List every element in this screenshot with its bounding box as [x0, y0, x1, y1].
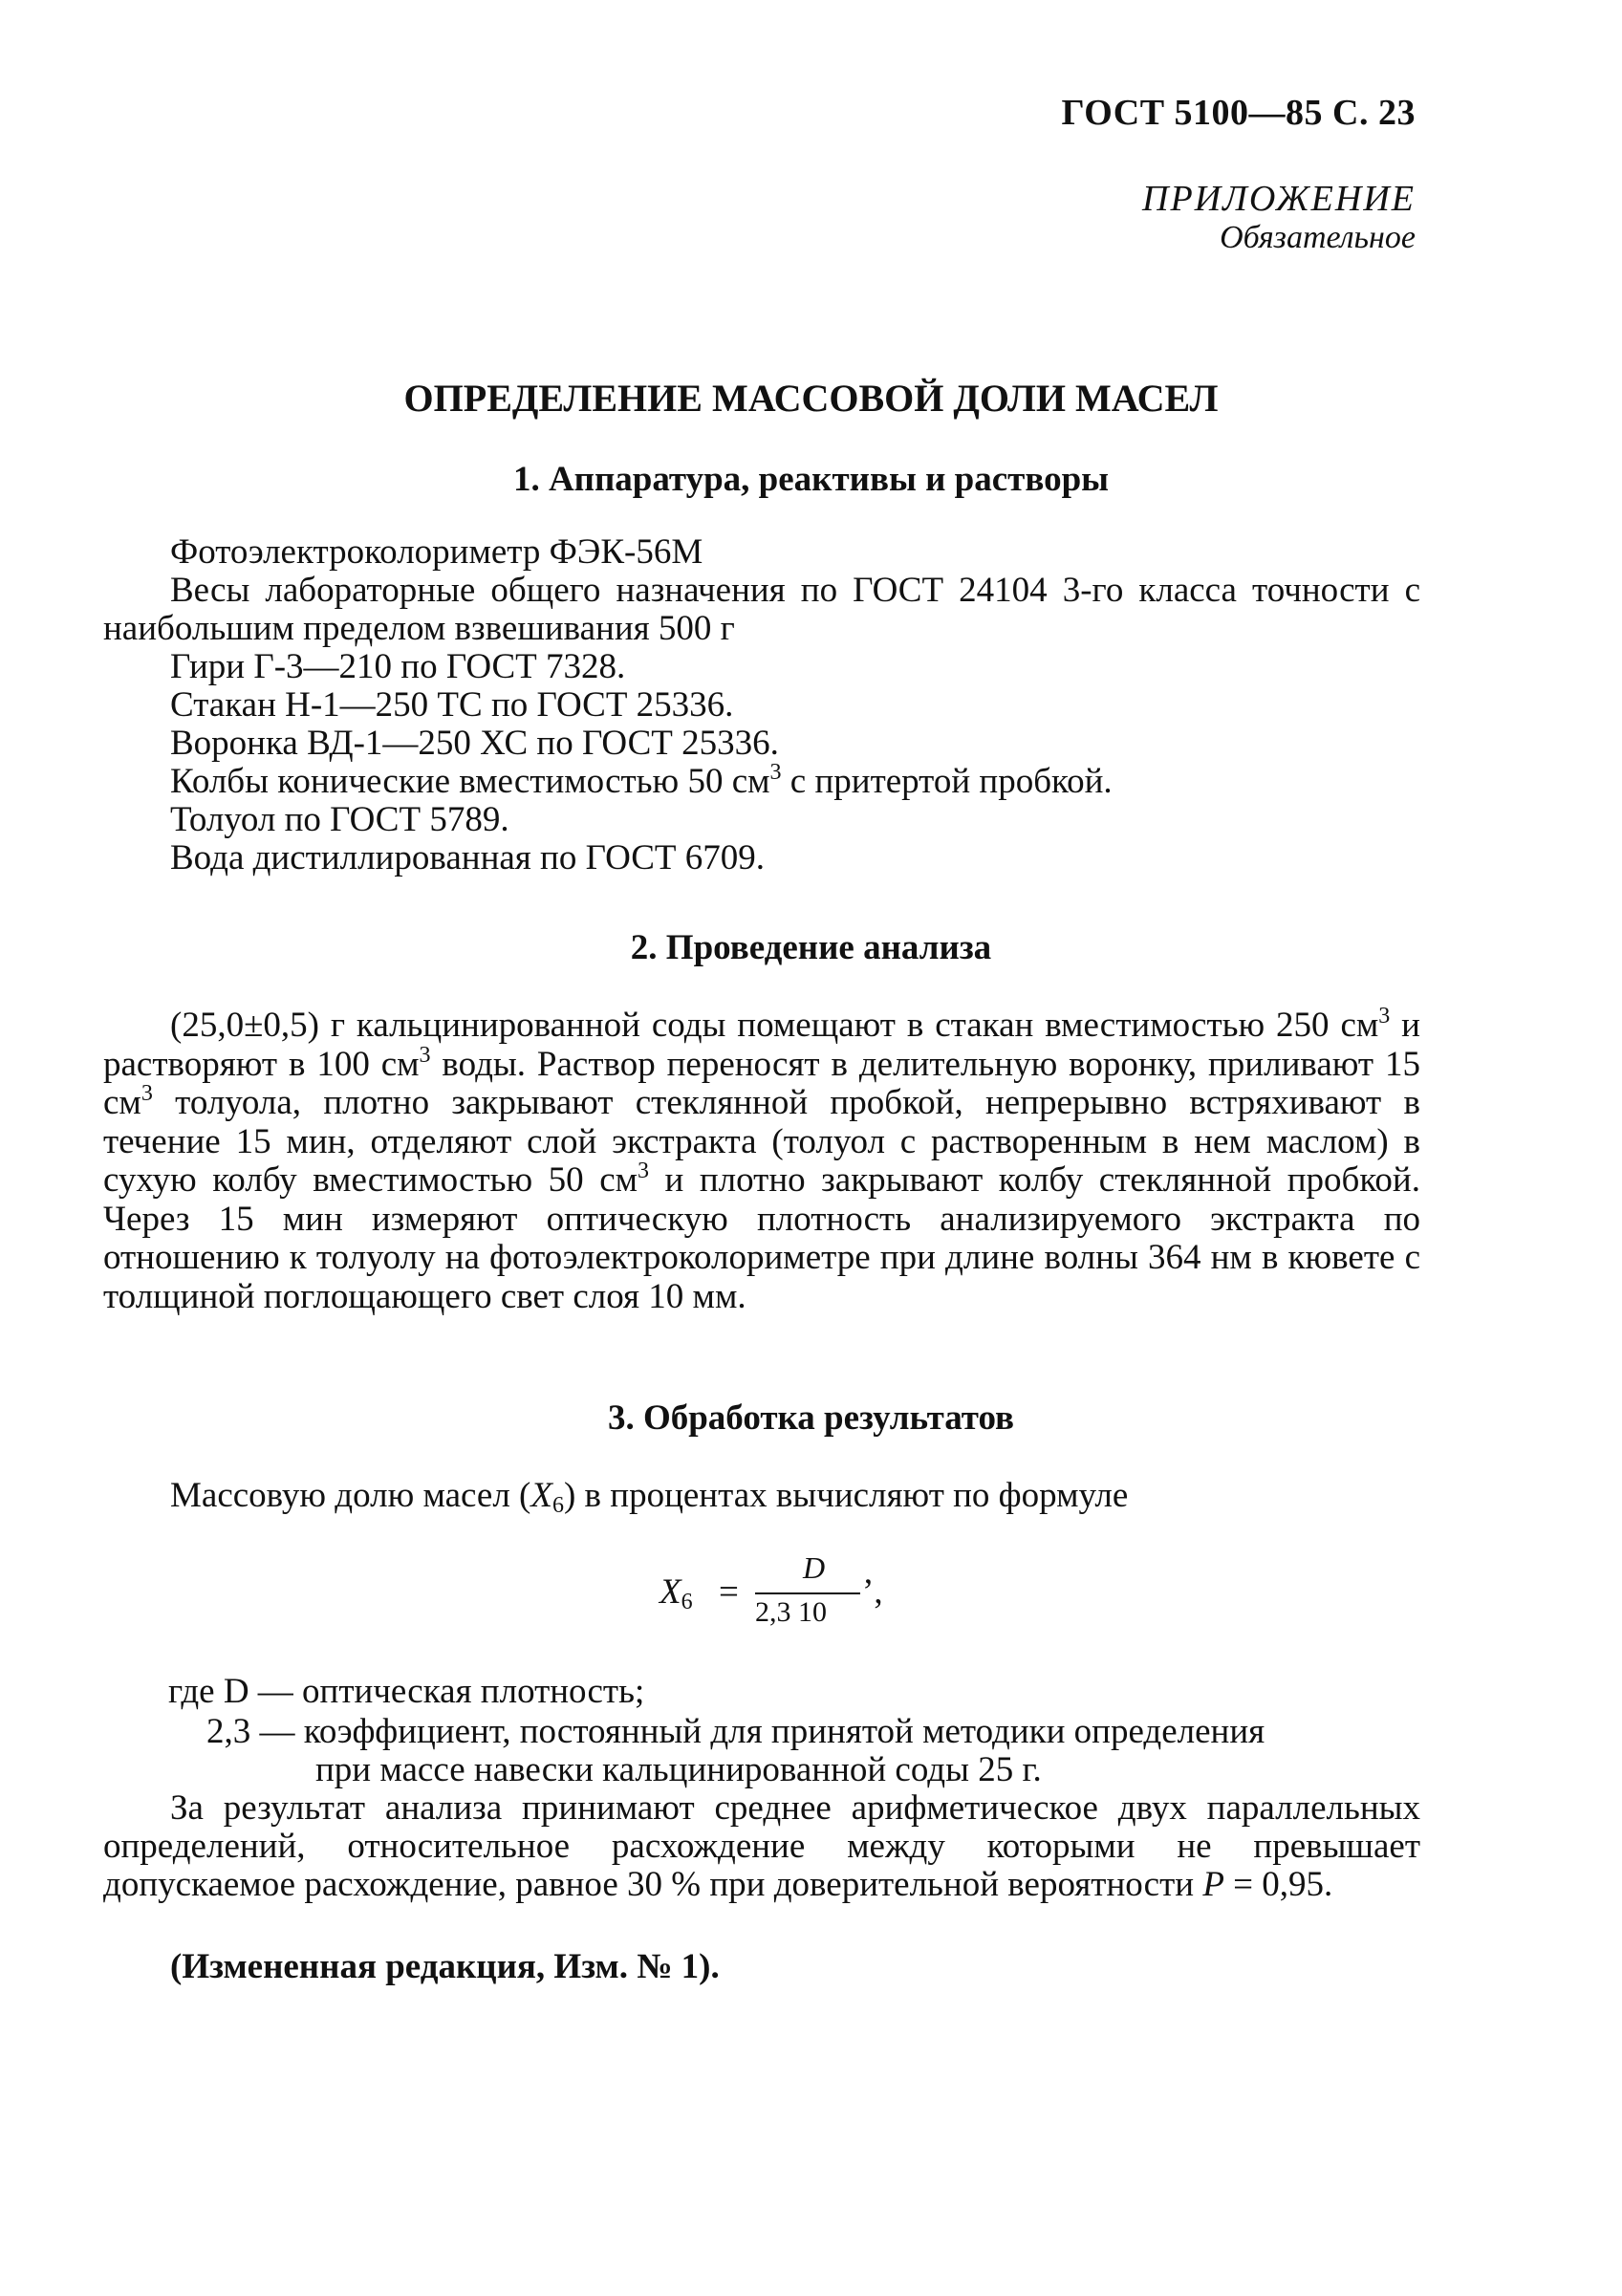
- paragraph-text: (25,0±0,5) г кальцинированной соды помещают в стакан вместимостью 250 см: [170, 1006, 1379, 1045]
- flask-text: Колбы конические вместимостью 50 см: [170, 762, 770, 801]
- document-reference: ГОСТ 5100—85 С. 23: [1061, 93, 1416, 133]
- list-item: [103, 760, 1420, 801]
- subscript: 6: [551, 1493, 564, 1518]
- list-item: Весы лабораторные общего назначения по ГОСТ 24104 3-го класса точности с наибольшим пределом взвешивания 500 г: [103, 571, 1420, 648]
- intro-text: Массовую долю масел (: [170, 1476, 531, 1515]
- superscript: 3: [419, 1042, 431, 1068]
- result-paragraph: [103, 1789, 1420, 1904]
- definition-d: где D — оптическая плотность;: [168, 1672, 645, 1711]
- fraction-bar: [755, 1592, 860, 1594]
- superscript: 3: [638, 1159, 650, 1183]
- flask-text-end: с притертой пробкой.: [781, 762, 1113, 801]
- paragraph-text: толуола, плотно закрывают стеклянной пробкой, непрерывно встряхивают в течение 15 мин, отделяют слой экстракта (толуол с растворенным в нем маслом) в сухую колбу вместимостью 50 см: [103, 1083, 1420, 1200]
- edition-note: (Измененная редакция, Изм. № 1).: [170, 1947, 720, 1986]
- page-title: ОПРЕДЕЛЕНИЕ МАССОВОЙ ДОЛИ МАСЕЛ: [403, 377, 1219, 420]
- formula-variable: X: [660, 1572, 681, 1612]
- definition-coefficient: 2,3 — коэффициент, постоянный для принятой методики определения: [206, 1712, 1265, 1751]
- list-item: Фотоэлектроколориметр ФЭК-56М: [170, 532, 703, 572]
- definition-coefficient-cont: при массе навески кальцинированной соды 25 г.: [315, 1750, 1042, 1789]
- list-item: Воронка ВД-1—250 ХС по ГОСТ 25336.: [170, 724, 779, 763]
- formula-lhs: [660, 1571, 693, 1613]
- variable: P: [1202, 1865, 1224, 1904]
- result-text: = 0,95.: [1223, 1865, 1333, 1904]
- paragraph-text: и растворяют в 100 см: [103, 1006, 1420, 1084]
- superscript: 3: [1378, 1004, 1391, 1029]
- section-3-heading: 3. Обработка результатов: [607, 1398, 1015, 1438]
- variable: X: [530, 1476, 552, 1515]
- formula-intro: [103, 1477, 1420, 1516]
- section-2-heading: 2. Проведение анализа: [630, 928, 992, 967]
- result-text: За результат анализа принимают среднее арифметическое двух параллельных определений, относительное расхождение между которыми не превышает допускаемое расхождение, равное 30 % при доверительной вероятности: [103, 1788, 1420, 1904]
- equipment-list: [103, 533, 1420, 877]
- formula-denominator: 2,3 10: [755, 1596, 827, 1628]
- paragraph-text: и плотно закрывают колбу стеклянной пробкой. Через 15 мин измеряют оптическую плотность анализируемого экстракта по отношению к толуолу на фотоэлектроколориметре при длине волны 364 нм в кювете с толщиной поглощающего свет слоя 10 мм.: [103, 1160, 1420, 1316]
- list-item: Гири Г-3—210 по ГОСТ 7328.: [170, 647, 626, 686]
- formula: [660, 1550, 927, 1636]
- formula-equals: =: [719, 1572, 739, 1612]
- section-1-heading: 1. Аппаратура, реактивы и растворы: [512, 460, 1110, 499]
- appendix-status: Обязательное: [1220, 220, 1416, 255]
- analysis-paragraph: [103, 1004, 1420, 1316]
- formula-comma: ’,: [862, 1572, 883, 1612]
- superscript: 3: [769, 760, 782, 785]
- list-item: Стакан Н-1—250 ТС по ГОСТ 25336.: [170, 685, 734, 725]
- superscript: 3: [141, 1081, 153, 1106]
- appendix-label: ПРИЛОЖЕНИЕ: [1142, 179, 1416, 219]
- formula-subscript: 6: [681, 1590, 693, 1614]
- paragraph-text: воды. Раствор переносят в делительную воронку, приливают 15 см: [103, 1044, 1420, 1122]
- formula-numerator: D: [803, 1550, 826, 1585]
- list-item: Толуол по ГОСТ 5789.: [170, 800, 509, 839]
- intro-text: ) в процентах вычисляют по формуле: [563, 1476, 1129, 1515]
- list-item: Вода дистиллированная по ГОСТ 6709.: [170, 838, 766, 877]
